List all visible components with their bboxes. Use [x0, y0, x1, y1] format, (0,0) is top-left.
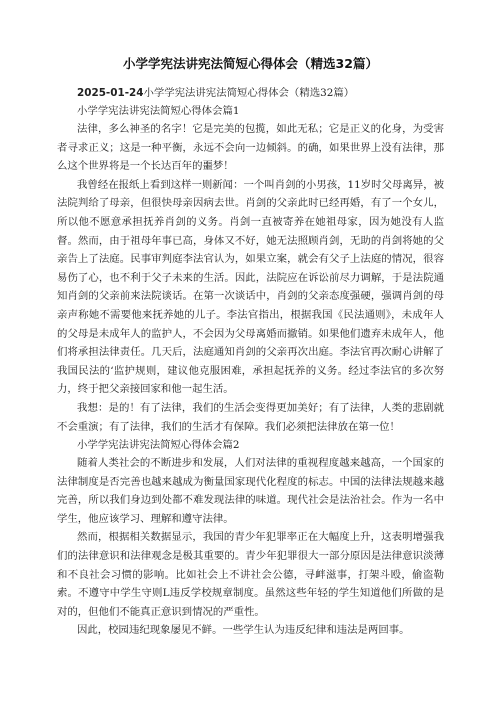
document-title: 小学学宪法讲宪法简短心得体会（精选32篇）: [123, 56, 378, 71]
paragraph: 然而，根据相关数据显示，我国的青少年犯罪率正在大幅度上升，这表明增强我们的法律意识和法律观念是极其重要的。青少年犯罪很大一部分原因是法律意识淡薄和不良社会习惯的影响。比如社会上不讲社会公德，寻衅滋事，打架斗殴，偷盗勒索。不遵守中学生守则L违反学校规章制度。虽然这些年轻的学生知道他们所做的是对的，但他们不能真正意识到情况的严重性。: [57, 531, 444, 618]
paragraph: 我想：是的！有了法律，我们的生活会变得更加美好；有了法律，人类的悲剧就不会重演；有了法律，我们的生活才有保障。我们必须把法律放在第一位！: [57, 401, 444, 433]
paragraph: 随着人类社会的不断进步和发展，人们对法律的重视程度越来越高，一个国家的法律制度是否完善也越来越成为衡量国家现代化程度的标志。中国的法律法规越来越完善，所以我们身边到处都不难发现法律的味道。现代社会是法治社会。作为一名中学生，他应该学习、理解和遵守法律。: [57, 457, 444, 525]
document-meta: [57, 84, 444, 102]
publish-date: 2025-01-24: [77, 87, 144, 99]
section-1: [57, 102, 444, 436]
section-2: [57, 436, 444, 640]
meta-subtitle: 小学学宪法讲宪法简短心得体会（精选32篇）: [143, 87, 355, 99]
section-heading: 小学学宪法讲宪法简短心得体会篇1: [77, 105, 240, 117]
paragraph: 因此，校园违纪现象屡见不鲜。一些学生认为违反纪律和违法是两回事。: [77, 624, 410, 637]
section-heading: 小学学宪法讲宪法简短心得体会篇2: [77, 439, 240, 452]
paragraph: 法律，多么神圣的名字！它是完美的包揽，如此无私；它是正义的化身，为受害者寻求正义；这是一种平衡，永远不会向一边倾斜。的确，如果世界上没有法律，那么这个世界将是一个长达百年的噩梦！: [57, 123, 444, 173]
paragraph: 我曾经在报纸上看到这样一则新闻：一个叫肖剑的小男孩，11岁时父母离异，被法院判给了母亲，但很快母亲因病去世。肖剑的父亲此时已经再婚，有了一个女儿，所以他不愿意承担抚养肖剑的义务。肖剑一直被寄养在她祖母家，因为她没有人监督。然而，由于祖母年事已高，身体又不好，她无法照顾肖剑，无助的肖剑将她的父亲告上了法庭。民事审判庭李法官认为，如果立案，就会有父子上法庭的情况，很容易伤了心，也不利于父子未来的生活。因此，法院应在诉讼前尽力调解，于是法院通知肖剑的父亲前来法院谈话。在第一次谈话中，肖剑的父亲态度强硬，强调肖剑的母亲声称她不需要他来抚养她的儿子。李法官指出，根据我国《民法通则》，未成年人的父母是未成年人的监护人，不会因为父母离婚而撤销。如果他们遗弃未成年人，他们将承担法律责任。几天后，法庭通知肖剑的父亲再次出庭。李法官再次耐心讲解了我国民法的‘监护规则，建议他克服困难，承担起抚养的义务。经过李法官的多次努力，终于把父亲接回家和他一起生活。: [57, 178, 444, 396]
